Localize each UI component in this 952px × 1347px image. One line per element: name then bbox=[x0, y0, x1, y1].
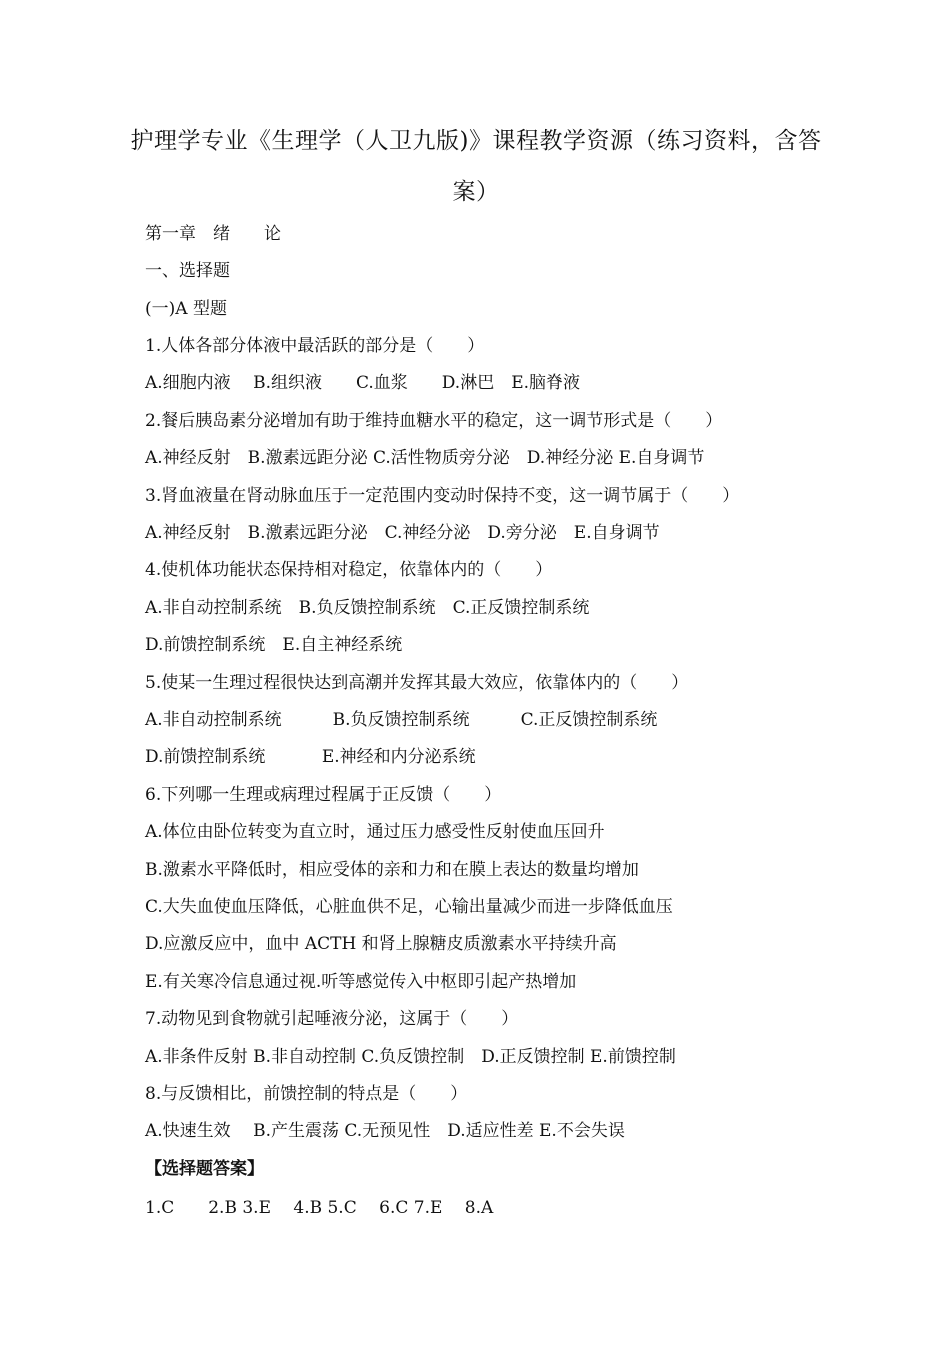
question-5: 5.使某一生理过程很快达到高潮并发挥其最大效应，依靠体内的（ ） bbox=[145, 673, 689, 693]
question-3: 3.肾血液量在肾动脉血压于一定范围内变动时保持不变，这一调节属于（ ） bbox=[145, 486, 740, 506]
options-2: A.神经反射 B.激素远距分泌 C.活性物质旁分泌 D.神经分泌 E.自身调节 bbox=[145, 448, 705, 468]
options-7: A.非条件反射 B.非自动控制 C.负反馈控制 D.正反馈控制 E.前馈控制 bbox=[145, 1047, 676, 1067]
answers-heading: 【选择题答案】 bbox=[145, 1159, 264, 1179]
option-6d: D.应激反应中，血中 ACTH 和肾上腺糖皮质激素水平持续升高 bbox=[145, 934, 617, 954]
options-1: A.细胞内液 B.组织液 C.血浆 D.淋巴 E.脑脊液 bbox=[145, 373, 581, 393]
options-5-line-2: D.前馈控制系统 E.神经和内分泌系统 bbox=[145, 747, 476, 767]
options-5-line-1: A.非自动控制系统 B.负反馈控制系统 C.正反馈控制系统 bbox=[145, 710, 658, 730]
option-6b: B.激素水平降低时，相应受体的亲和力和在膜上表达的数量均增加 bbox=[145, 860, 639, 880]
options-4-line-2: D.前馈控制系统 E.自主神经系统 bbox=[145, 635, 403, 655]
answers-list: 1.C 2.B 3.E 4.B 5.C 6.C 7.E 8.A bbox=[145, 1198, 494, 1218]
options-3: A.神经反射 B.激素远距分泌 C.神经分泌 D.旁分泌 E.自身调节 bbox=[145, 523, 660, 543]
section-heading: 一、选择题 bbox=[145, 261, 230, 281]
subsection-heading: (一)A 型题 bbox=[145, 299, 227, 319]
question-1: 1.人体各部分体液中最活跃的部分是（ ） bbox=[145, 336, 485, 356]
question-6: 6.下列哪一生理或病理过程属于正反馈（ ） bbox=[145, 785, 502, 805]
question-7: 7.动物见到食物就引起唾液分泌，这属于（ ） bbox=[145, 1009, 519, 1029]
option-6e: E.有关寒冷信息通过视.听等感觉传入中枢即引起产热增加 bbox=[145, 972, 577, 992]
options-4-line-1: A.非自动控制系统 B.负反馈控制系统 C.正反馈控制系统 bbox=[145, 598, 590, 618]
question-2: 2.餐后胰岛素分泌增加有助于维持血糖水平的稳定，这一调节形式是（ ） bbox=[145, 411, 723, 431]
question-8: 8.与反馈相比，前馈控制的特点是（ ） bbox=[145, 1084, 468, 1104]
question-4: 4.使机体功能状态保持相对稳定，依靠体内的（ ） bbox=[145, 560, 553, 580]
document-title-line-2: 案） bbox=[452, 179, 500, 205]
option-6c: C.大失血使血压降低，心脏血供不足，心输出量减少而进一步降低血压 bbox=[145, 897, 673, 917]
options-8: A.快速生效 B.产生震荡 C.无预见性 D.适应性差 E.不会失误 bbox=[145, 1121, 625, 1141]
chapter-heading: 第一章 绪 论 bbox=[145, 224, 281, 244]
option-6a: A.体位由卧位转变为直立时，通过压力感受性反射使血压回升 bbox=[145, 822, 605, 842]
document-title-line-1: 护理学专业《生理学（人卫九版)》课程教学资源（练习资料，含答 bbox=[130, 128, 822, 154]
